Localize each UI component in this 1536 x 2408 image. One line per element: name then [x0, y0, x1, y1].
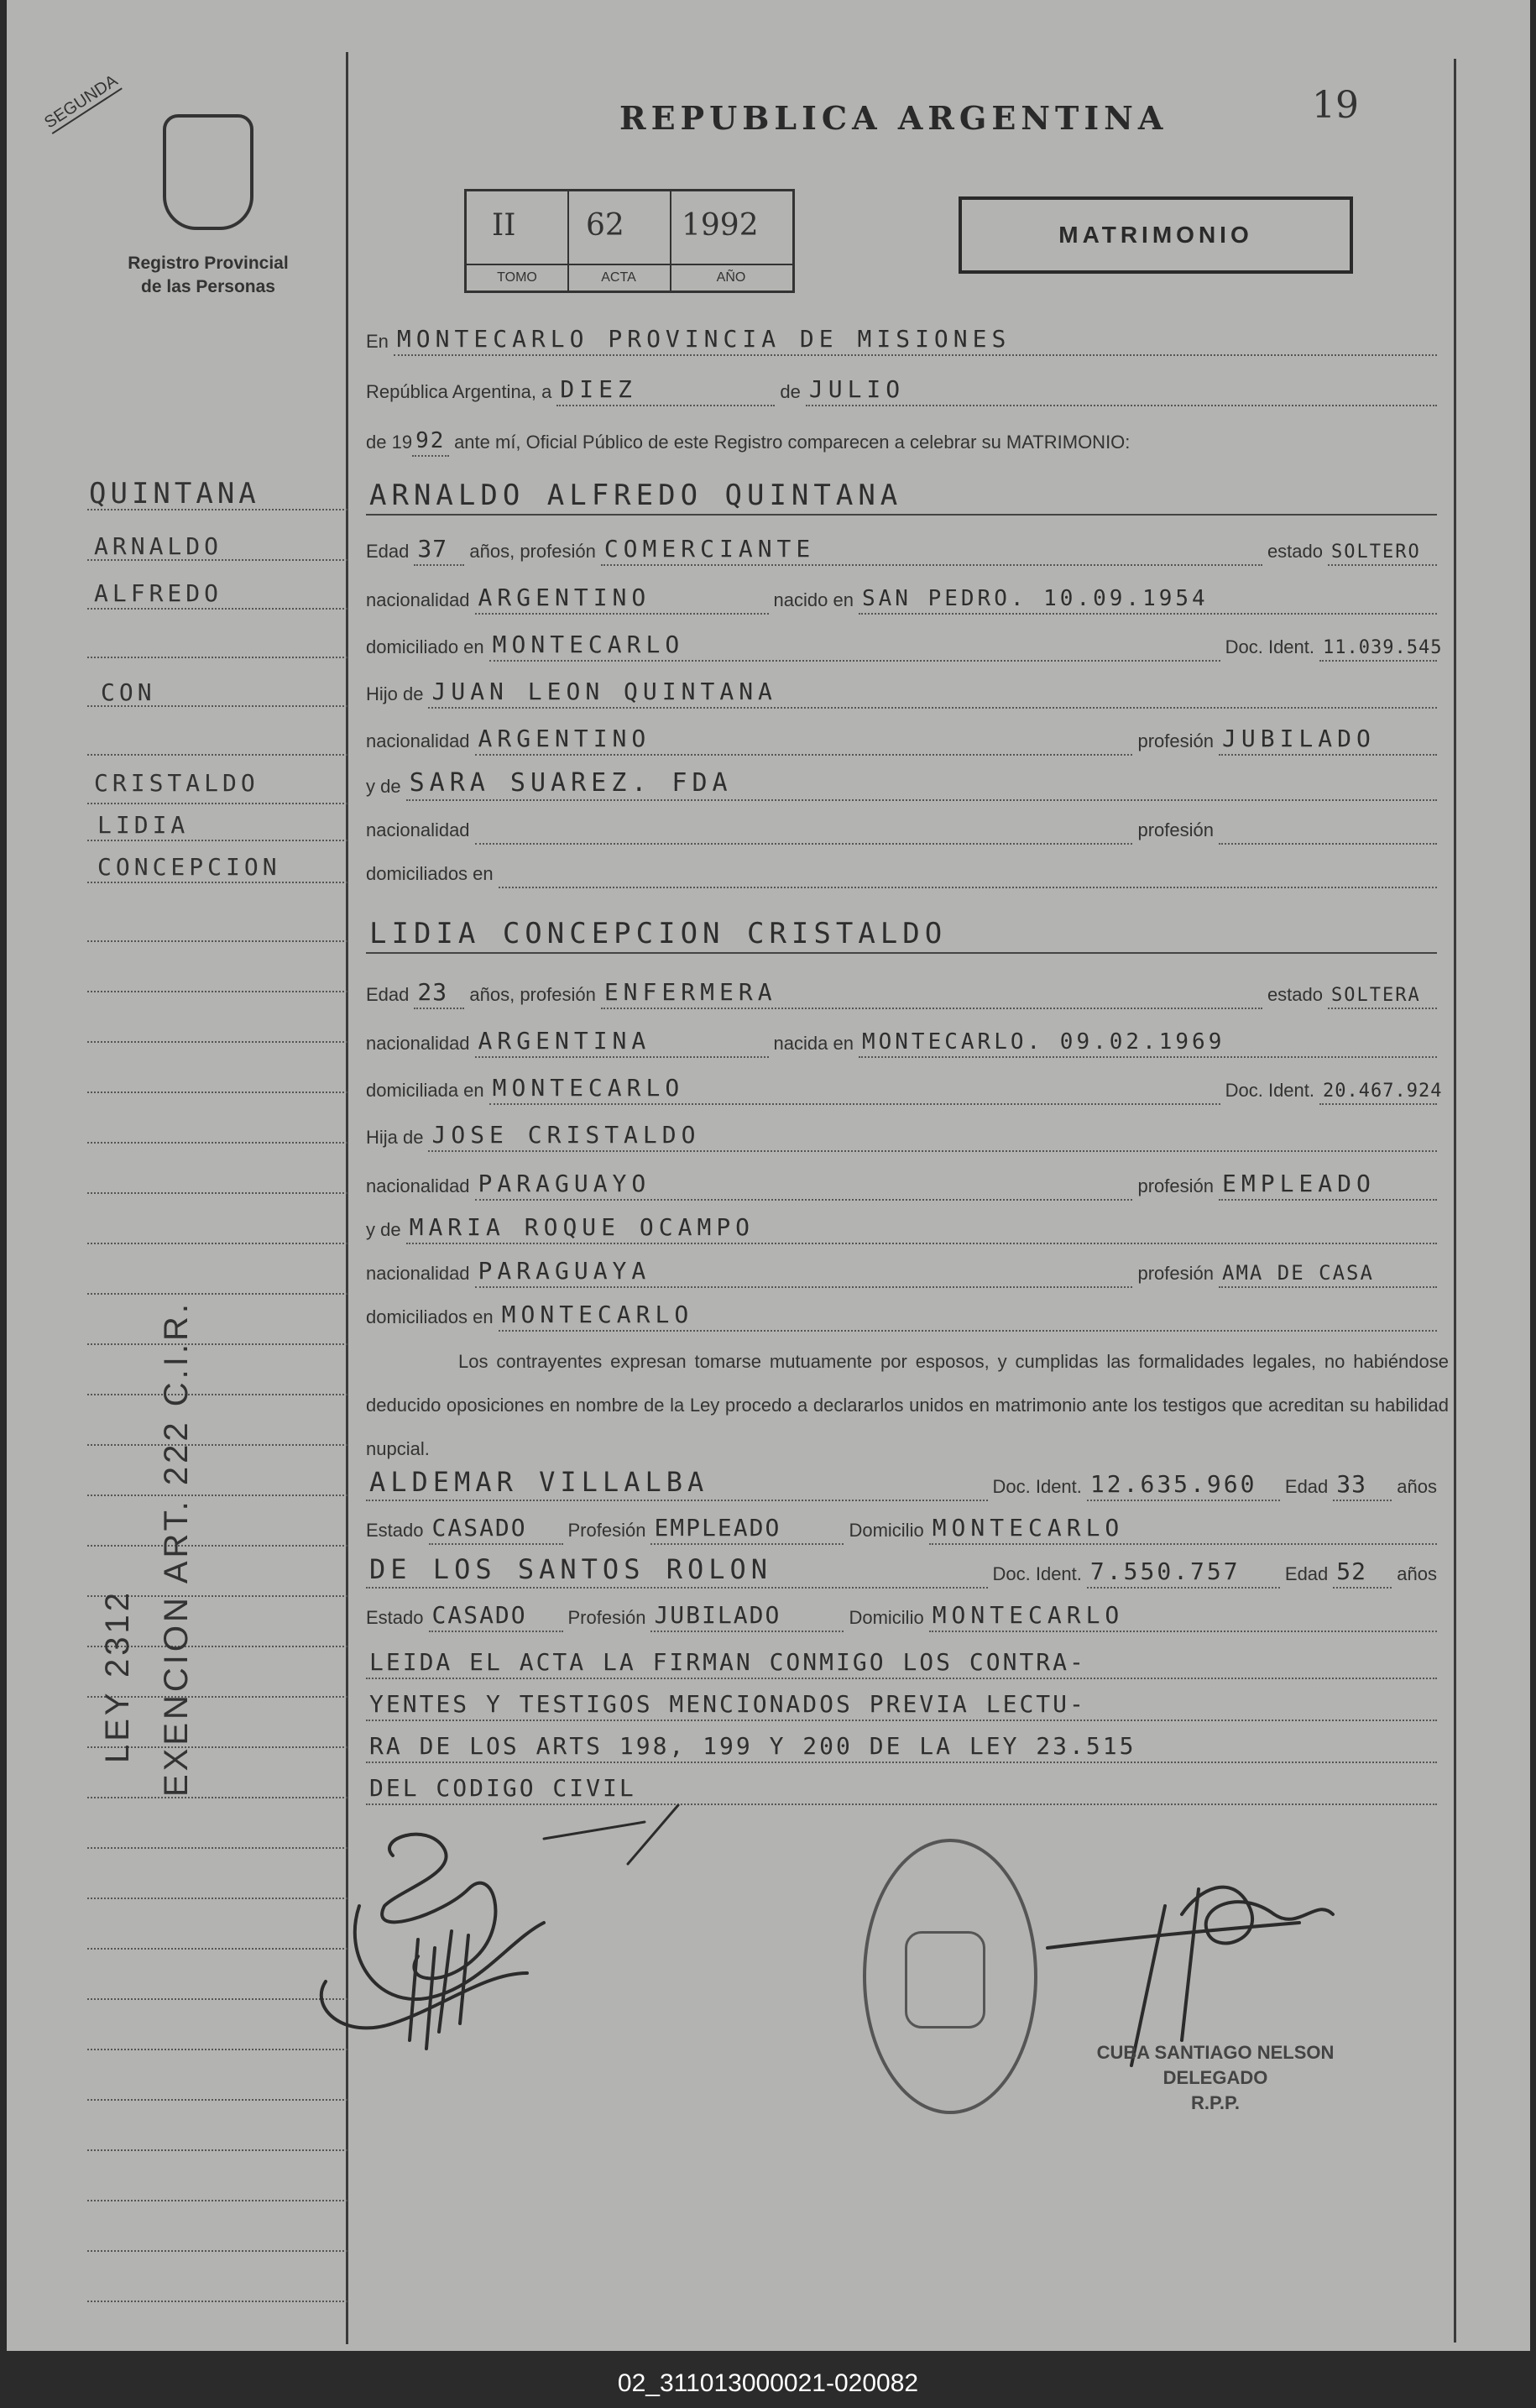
closing-line-1: LEIDA EL ACTA LA FIRMAN CONMIGO LOS CONTRA- [366, 1642, 1442, 1679]
year-value: 92 [415, 428, 446, 453]
bride-father: JOSE CRISTALDO [431, 1121, 701, 1149]
official-org: R.P.P. [1191, 2092, 1240, 2113]
witness1-doc: 12.635.960 [1089, 1470, 1257, 1498]
ley-stamp: LEY 2312 [99, 1589, 136, 1763]
margin-given1: ARNALDO [94, 532, 223, 560]
groom-dom-row: domiciliado en MONTECARLO Doc. Ident. 11.039.545 [366, 625, 1442, 662]
witness2-profession: JUBILADO [654, 1601, 781, 1629]
day-value: DIEZ [560, 375, 637, 403]
country-title: REPUBLICA ARGENTINA [619, 99, 1168, 137]
groom-father-nat-row: nacionalidad ARGENTINO profesión JUBILADO [366, 719, 1442, 756]
tomo-acta-ano-box [464, 189, 795, 293]
margin-given4: CONCEPCION [97, 853, 281, 881]
groom-father-prof: JUBILADO [1222, 725, 1376, 752]
groom-doc: 11.039.545 [1323, 637, 1443, 658]
groom-nationality: ARGENTINO [478, 584, 651, 611]
bride-mother-nat: PARAGUAYA [478, 1257, 651, 1285]
witness2-domicile: MONTECARLO [932, 1601, 1125, 1629]
bride-mother-nat-row: nacionalidad PARAGUAYA profesión AMA DE CASA [366, 1251, 1442, 1288]
ano-value: 1992 [682, 208, 759, 243]
registro-provincial-label: Registro Provincial de las Personas [128, 254, 289, 296]
witness1-profession: EMPLEADO [654, 1514, 781, 1542]
closing-line-4: DEL CODIGO CIVIL [366, 1768, 1442, 1805]
acta-label: ACTA [601, 270, 636, 285]
groom-name-row [366, 470, 1442, 516]
exencion-stamp: EXENCION ART. 222 C.I.R. [158, 1301, 195, 1797]
stamp-shield-icon [905, 1931, 985, 2028]
intro-place-row: En MONTECARLO PROVINCIA DE MISIONES [366, 319, 1442, 356]
groom-mother: SARA SUAREZ. FDA [409, 768, 733, 798]
bride-father-nat-row: nacionalidad PARAGUAYO profesión EMPLEADO [366, 1164, 1442, 1201]
bride-parents-dom: MONTECARLO [501, 1301, 694, 1328]
witness2-detail-row: Estado CASADO Profesión JUBILADO Domicilio MONTECARLO [366, 1595, 1442, 1632]
witness2-name: DE LOS SANTOS ROLON [369, 1553, 773, 1585]
groom-father-nat: ARGENTINO [478, 725, 651, 752]
groom-profession: COMERCIANTE [603, 535, 816, 563]
bride-estado: SOLTERA [1331, 985, 1421, 1006]
groom-name: ARNALDO ALFREDO QUINTANA [369, 479, 903, 512]
groom-mother-row: y de SARA SUAREZ. FDA [366, 764, 1442, 801]
groom-birth: SAN PEDRO. 10.09.1954 [861, 586, 1209, 611]
groom-parents-dom-row: domiciliados en [366, 851, 1442, 888]
witness1-estado: CASADO [431, 1514, 527, 1542]
bride-mother: MARIA ROQUE OCAMPO [409, 1213, 755, 1241]
groom-estado: SOLTERO [1331, 542, 1421, 563]
witness2-doc: 7.550.757 [1089, 1557, 1241, 1585]
ano-label: AÑO [716, 270, 746, 285]
margin-con: CON [101, 678, 156, 706]
tomo-value: II [492, 208, 516, 243]
closing-line-3: RA DE LOS ARTS 198, 199 Y 200 DE LA LEY 23.515 [366, 1726, 1442, 1763]
bride-name-row [366, 908, 1442, 954]
witness1-name: ALDEMAR VILLALBA [369, 1466, 709, 1498]
margin-given2: ALFREDO [94, 579, 223, 607]
image-id-footer: 02_311013000021-020082 [617, 2369, 919, 2397]
bride-nationality: ARGENTINA [478, 1027, 651, 1055]
provincial-seal-icon [163, 114, 253, 230]
official-title: DELEGADO [1162, 2067, 1268, 2088]
bride-nat-row: nacionalidad ARGENTINA nacida en MONTECARLO. 09.02.1969 [366, 1021, 1442, 1058]
bride-mother-row: y de MARIA ROQUE OCAMPO [366, 1207, 1442, 1244]
place-value: MONTECARLO PROVINCIA DE MISIONES [396, 325, 1011, 353]
bride-father-nat: PARAGUAYO [478, 1170, 651, 1197]
groom-mother-nat-row: nacionalidad profesión [366, 808, 1442, 845]
witness1-row: ALDEMAR VILLALBA Doc. Ident. 12.635.960 Edad 33 años [366, 1464, 1442, 1501]
segunda-stamp: SEGUNDA [41, 71, 123, 134]
witness1-domicile: MONTECARLO [932, 1514, 1125, 1542]
bride-dom-row: domiciliada en MONTECARLO Doc. Ident. 20.467.924 [366, 1068, 1442, 1105]
bride-profession: ENFERMERA [603, 978, 777, 1006]
margin-given3: LIDIA [97, 811, 190, 839]
month-value: JULIO [808, 375, 906, 403]
witness1-age: 33 [1336, 1470, 1366, 1498]
groom-father-row: Hijo de JUAN LEON QUINTANA [366, 672, 1442, 709]
witness2-estado: CASADO [431, 1601, 527, 1629]
bride-birth: MONTECARLO. 09.02.1969 [861, 1029, 1225, 1055]
bride-domicile: MONTECARLO [492, 1074, 685, 1102]
official-name: CUBA SANTIAGO NELSON [1096, 2042, 1335, 2063]
bride-doc: 20.467.924 [1323, 1081, 1443, 1102]
bride-age: 23 [417, 978, 448, 1006]
declaration-text: Los contrayentes expresan tomarse mutuamente por esposos, y cumplidas las formalidades legales, no habiéndose deducido oposiciones en nombre de la Ley procedo a declararlos unidos en matrimonio ante los testigos que acreditan su habilidad nupcial. [366, 1351, 1449, 1459]
groom-age: 37 [417, 535, 448, 563]
act-type-box: MATRIMONIO [959, 196, 1353, 274]
margin-surname: QUINTANA [89, 477, 260, 510]
bride-father-row: Hija de JOSE CRISTALDO [366, 1115, 1442, 1152]
witness2-age: 52 [1336, 1557, 1366, 1585]
bride-father-prof: EMPLEADO [1222, 1170, 1376, 1197]
groom-nat-row: nacionalidad ARGENTINO nacido en SAN PEDRO. 10.09.1954 [366, 578, 1442, 615]
bride-name: LIDIA CONCEPCION CRISTALDO [369, 917, 948, 950]
bride-mother-prof: AMA DE CASA [1222, 1261, 1374, 1285]
acta-value: 62 [586, 208, 624, 243]
right-margin-rule [1454, 59, 1456, 2343]
groom-age-row: Edad 37 años, profesión COMERCIANTE estado SOLTERO [366, 529, 1442, 566]
groom-domicile: MONTECARLO [492, 631, 685, 658]
witness1-detail-row: Estado CASADO Profesión EMPLEADO Domicilio MONTECARLO [366, 1508, 1442, 1545]
tomo-label: TOMO [497, 270, 537, 285]
witness2-row: DE LOS SANTOS ROLON Doc. Ident. 7.550.757 Edad 52 años [366, 1552, 1442, 1589]
document-page [7, 0, 1530, 2351]
folio-number: 19 [1312, 84, 1359, 127]
intro-year-row: de 19 92 ante mí, Oficial Público de este Registro comparecen a celebrar su MATRIMONIO: [366, 420, 1442, 457]
bride-parents-dom-row: domiciliados en MONTECARLO [366, 1295, 1442, 1332]
bride-age-row: Edad 23 años, profesión ENFERMERA estado SOLTERA [366, 972, 1442, 1009]
closing-line-2: YENTES Y TESTIGOS MENCIONADOS PREVIA LECTU- [366, 1684, 1442, 1721]
official-block [1073, 2040, 1358, 2116]
margin-surname2: CRISTALDO [94, 769, 259, 797]
intro-date-row: República Argentina, a DIEZ de JULIO [366, 369, 1442, 406]
groom-father: JUAN LEON QUINTANA [431, 678, 777, 705]
